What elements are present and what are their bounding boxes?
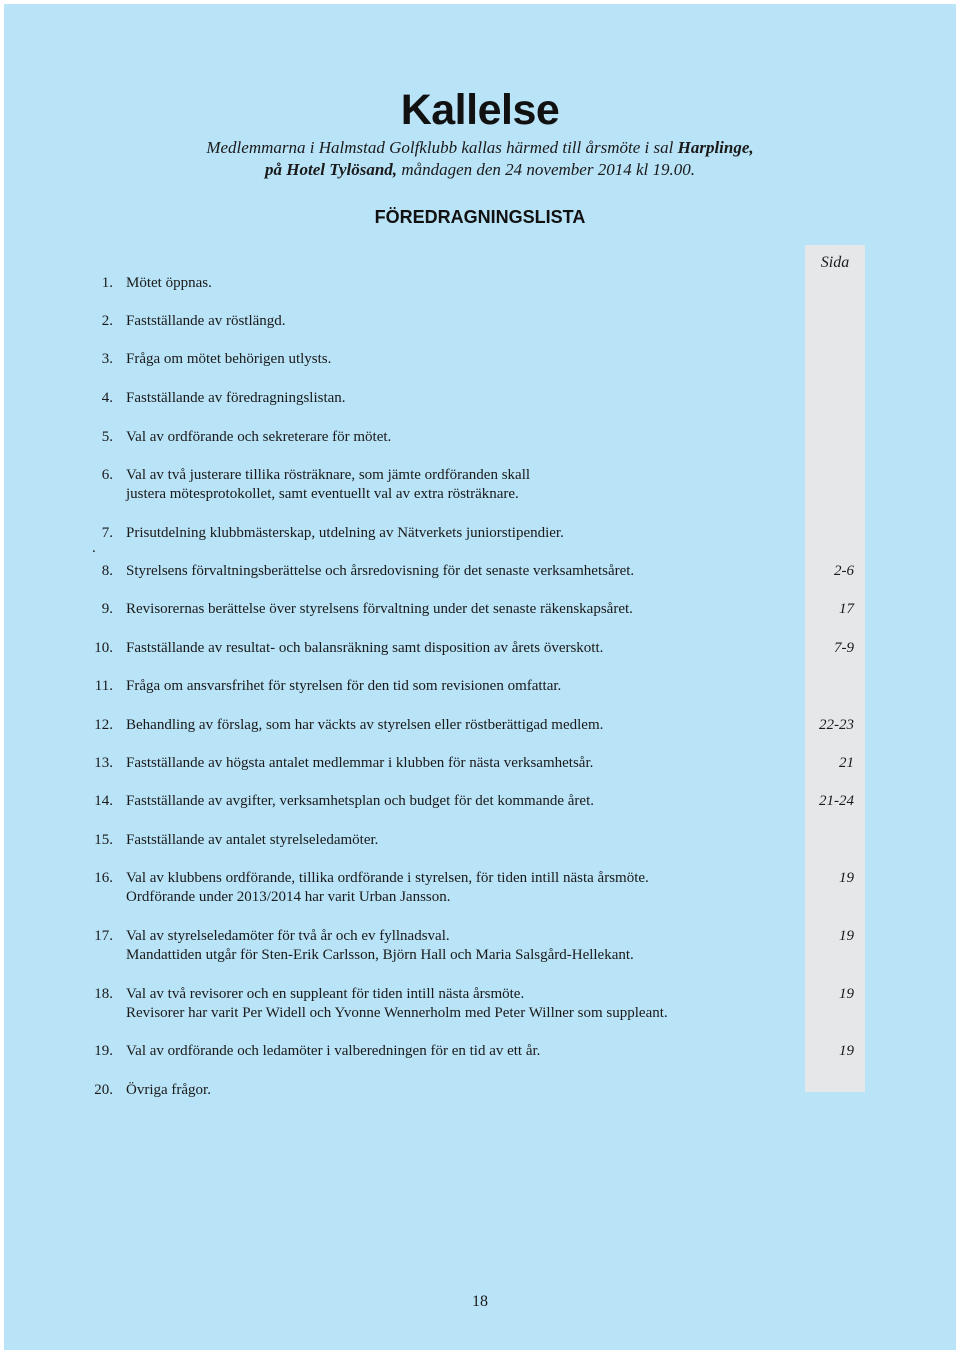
agenda-item-number: 17. (94, 928, 113, 944)
agenda-item-page: 19 (839, 870, 854, 886)
agenda-item-number: 5. (101, 429, 113, 445)
agenda-item-line: Val av ordförande och sekreterare för mötet. (126, 429, 392, 445)
agenda-item-number: 8. (101, 563, 113, 579)
agenda-item-text (126, 274, 796, 293)
agenda-item-number: 20. (94, 1082, 113, 1098)
agenda-item-text (126, 754, 796, 773)
agenda-item-text (126, 562, 796, 581)
agenda-item-page: 17 (839, 601, 854, 617)
agenda-item-line: Val av två revisorer och en suppleant för tiden intill nästa årsmöte. (126, 986, 525, 1002)
footer-page-number: 18 (472, 1293, 488, 1310)
intro-line-2 (0, 160, 960, 180)
agenda-item-number: 16. (94, 870, 113, 886)
intro-line-1 (0, 138, 960, 158)
agenda-item-line-2: Ordförande under 2013/2014 har varit Urban Jansson. (126, 889, 451, 905)
agenda-item-number: 7. (101, 525, 113, 541)
agenda-item-text (126, 1042, 796, 1061)
stray-dot: . (92, 540, 96, 556)
intro-hotel: på Hotel Tylösand, (265, 160, 398, 179)
agenda-item-text (126, 428, 796, 447)
agenda-item-line: Val av klubbens ordförande, tillika ordförande i styrelsen, för tiden intill nästa årsmöte. (126, 870, 649, 886)
agenda-item-number: 11. (94, 678, 113, 694)
agenda-item-page: 22-23 (819, 717, 854, 733)
agenda-item-line: Fastställande av föredragningslistan. (126, 390, 346, 406)
agenda-item-text (126, 466, 796, 504)
agenda-item-page: 19 (839, 1043, 854, 1059)
agenda-item-page: 19 (839, 928, 854, 944)
agenda-item-text (126, 639, 796, 658)
agenda-item-line: Prisutdelning klubbmästerskap, utdelning av Nätverkets juniorstipendier. (126, 525, 564, 541)
agenda-item-line: Styrelsens förvaltningsberättelse och årsredovisning för det senaste verksamhetsåret. (126, 563, 635, 579)
agenda-item-page: 2-6 (834, 563, 854, 579)
agenda-item-number: 4. (101, 390, 113, 406)
agenda-item-line: Revisorernas berättelse över styrelsens förvaltning under det senaste räkenskapsåret. (126, 601, 633, 617)
agenda-item-number: 19. (94, 1043, 113, 1059)
intro-line-1-text: Medlemmarna i Halmstad Golfklubb kallas härmed till årsmöte i sal (206, 138, 678, 157)
page-column-header: Sida (820, 254, 850, 271)
agenda-item-page: 21 (839, 755, 854, 771)
agenda-item-line: Övriga frågor. (126, 1082, 211, 1098)
agenda-item-text (126, 792, 796, 811)
page-title: Kallelse (400, 86, 560, 134)
agenda-item-page: 7-9 (834, 640, 854, 656)
intro-date: måndagen den 24 november 2014 kl 19.00. (397, 160, 695, 179)
agenda-item-line: Behandling av förslag, som har väckts av styrelsen eller röstberättigad medlem. (126, 717, 604, 733)
agenda-item-text (126, 869, 796, 907)
agenda-item-text (126, 716, 796, 735)
agenda-item-number: 3. (101, 351, 113, 367)
agenda-item-number: 13. (94, 755, 113, 771)
agenda-item-line-2: Mandattiden utgår för Sten-Erik Carlsson, Björn Hall och Maria Salsgård-Hellekant. (126, 947, 634, 963)
agenda-item-line: Mötet öppnas. (126, 275, 212, 291)
intro-venue: Harplinge, (677, 138, 754, 157)
agenda-item-text (126, 312, 796, 331)
agenda-item-line: Val av ordförande och ledamöter i valberedningen för en tid av ett år. (126, 1043, 541, 1059)
page-reference-column (805, 245, 865, 1092)
agenda-item-text (126, 389, 796, 408)
agenda-item-number: 14. (94, 793, 113, 809)
agenda-item-text (126, 600, 796, 619)
agenda-item-line-2: justera mötesprotokollet, samt eventuellt val av extra rösträknare. (126, 486, 519, 502)
agenda-item-line: Fråga om mötet behörigen utlysts. (126, 351, 332, 367)
agenda-item-text (126, 985, 796, 1023)
agenda-item-text (126, 350, 796, 369)
agenda-item-line: Fastställande av avgifter, verksamhetsplan och budget för det kommande året. (126, 793, 594, 809)
agenda-item-number: 9. (101, 601, 113, 617)
agenda-item-line: Fastställande av antalet styrelseledamöter. (126, 832, 379, 848)
agenda-item-text (126, 831, 796, 850)
agenda-item-line: Val av styrelseledamöter för två år och ev fyllnadsval. (126, 928, 450, 944)
agenda-item-line: Val av två justerare tillika rösträknare, som jämte ordföranden skall (126, 467, 531, 483)
agenda-item-number: 15. (94, 832, 113, 848)
agenda-item-number: 2. (101, 313, 113, 329)
agenda-item-text (126, 524, 796, 543)
agenda-item-page: 21-24 (819, 793, 854, 809)
agenda-item-page: 19 (839, 986, 854, 1002)
agenda-heading: FÖREDRAGNINGSLISTA (374, 207, 586, 227)
agenda-item-number: 18. (94, 986, 113, 1002)
agenda-item-line-2: Revisorer har varit Per Widell och Yvonne Wennerholm med Peter Willner som suppleant. (126, 1005, 668, 1021)
agenda-item-text (126, 1081, 796, 1100)
agenda-item-number: 12. (94, 717, 113, 733)
agenda-item-line: Fastställande av resultat- och balansräkning samt disposition av årets överskott. (126, 640, 604, 656)
agenda-item-line: Fastställande av högsta antalet medlemmar i klubben för nästa verksamhetsår. (126, 755, 594, 771)
agenda-item-line: Fastställande av röstlängd. (126, 313, 286, 329)
agenda-item-number: 1. (101, 275, 113, 291)
agenda-item-text (126, 927, 796, 965)
agenda-item-text (126, 677, 796, 696)
agenda-item-number: 6. (101, 467, 113, 483)
agenda-item-line: Fråga om ansvarsfrihet för styrelsen för den tid som revisionen omfattar. (126, 678, 562, 694)
agenda-item-number: 10. (94, 640, 113, 656)
